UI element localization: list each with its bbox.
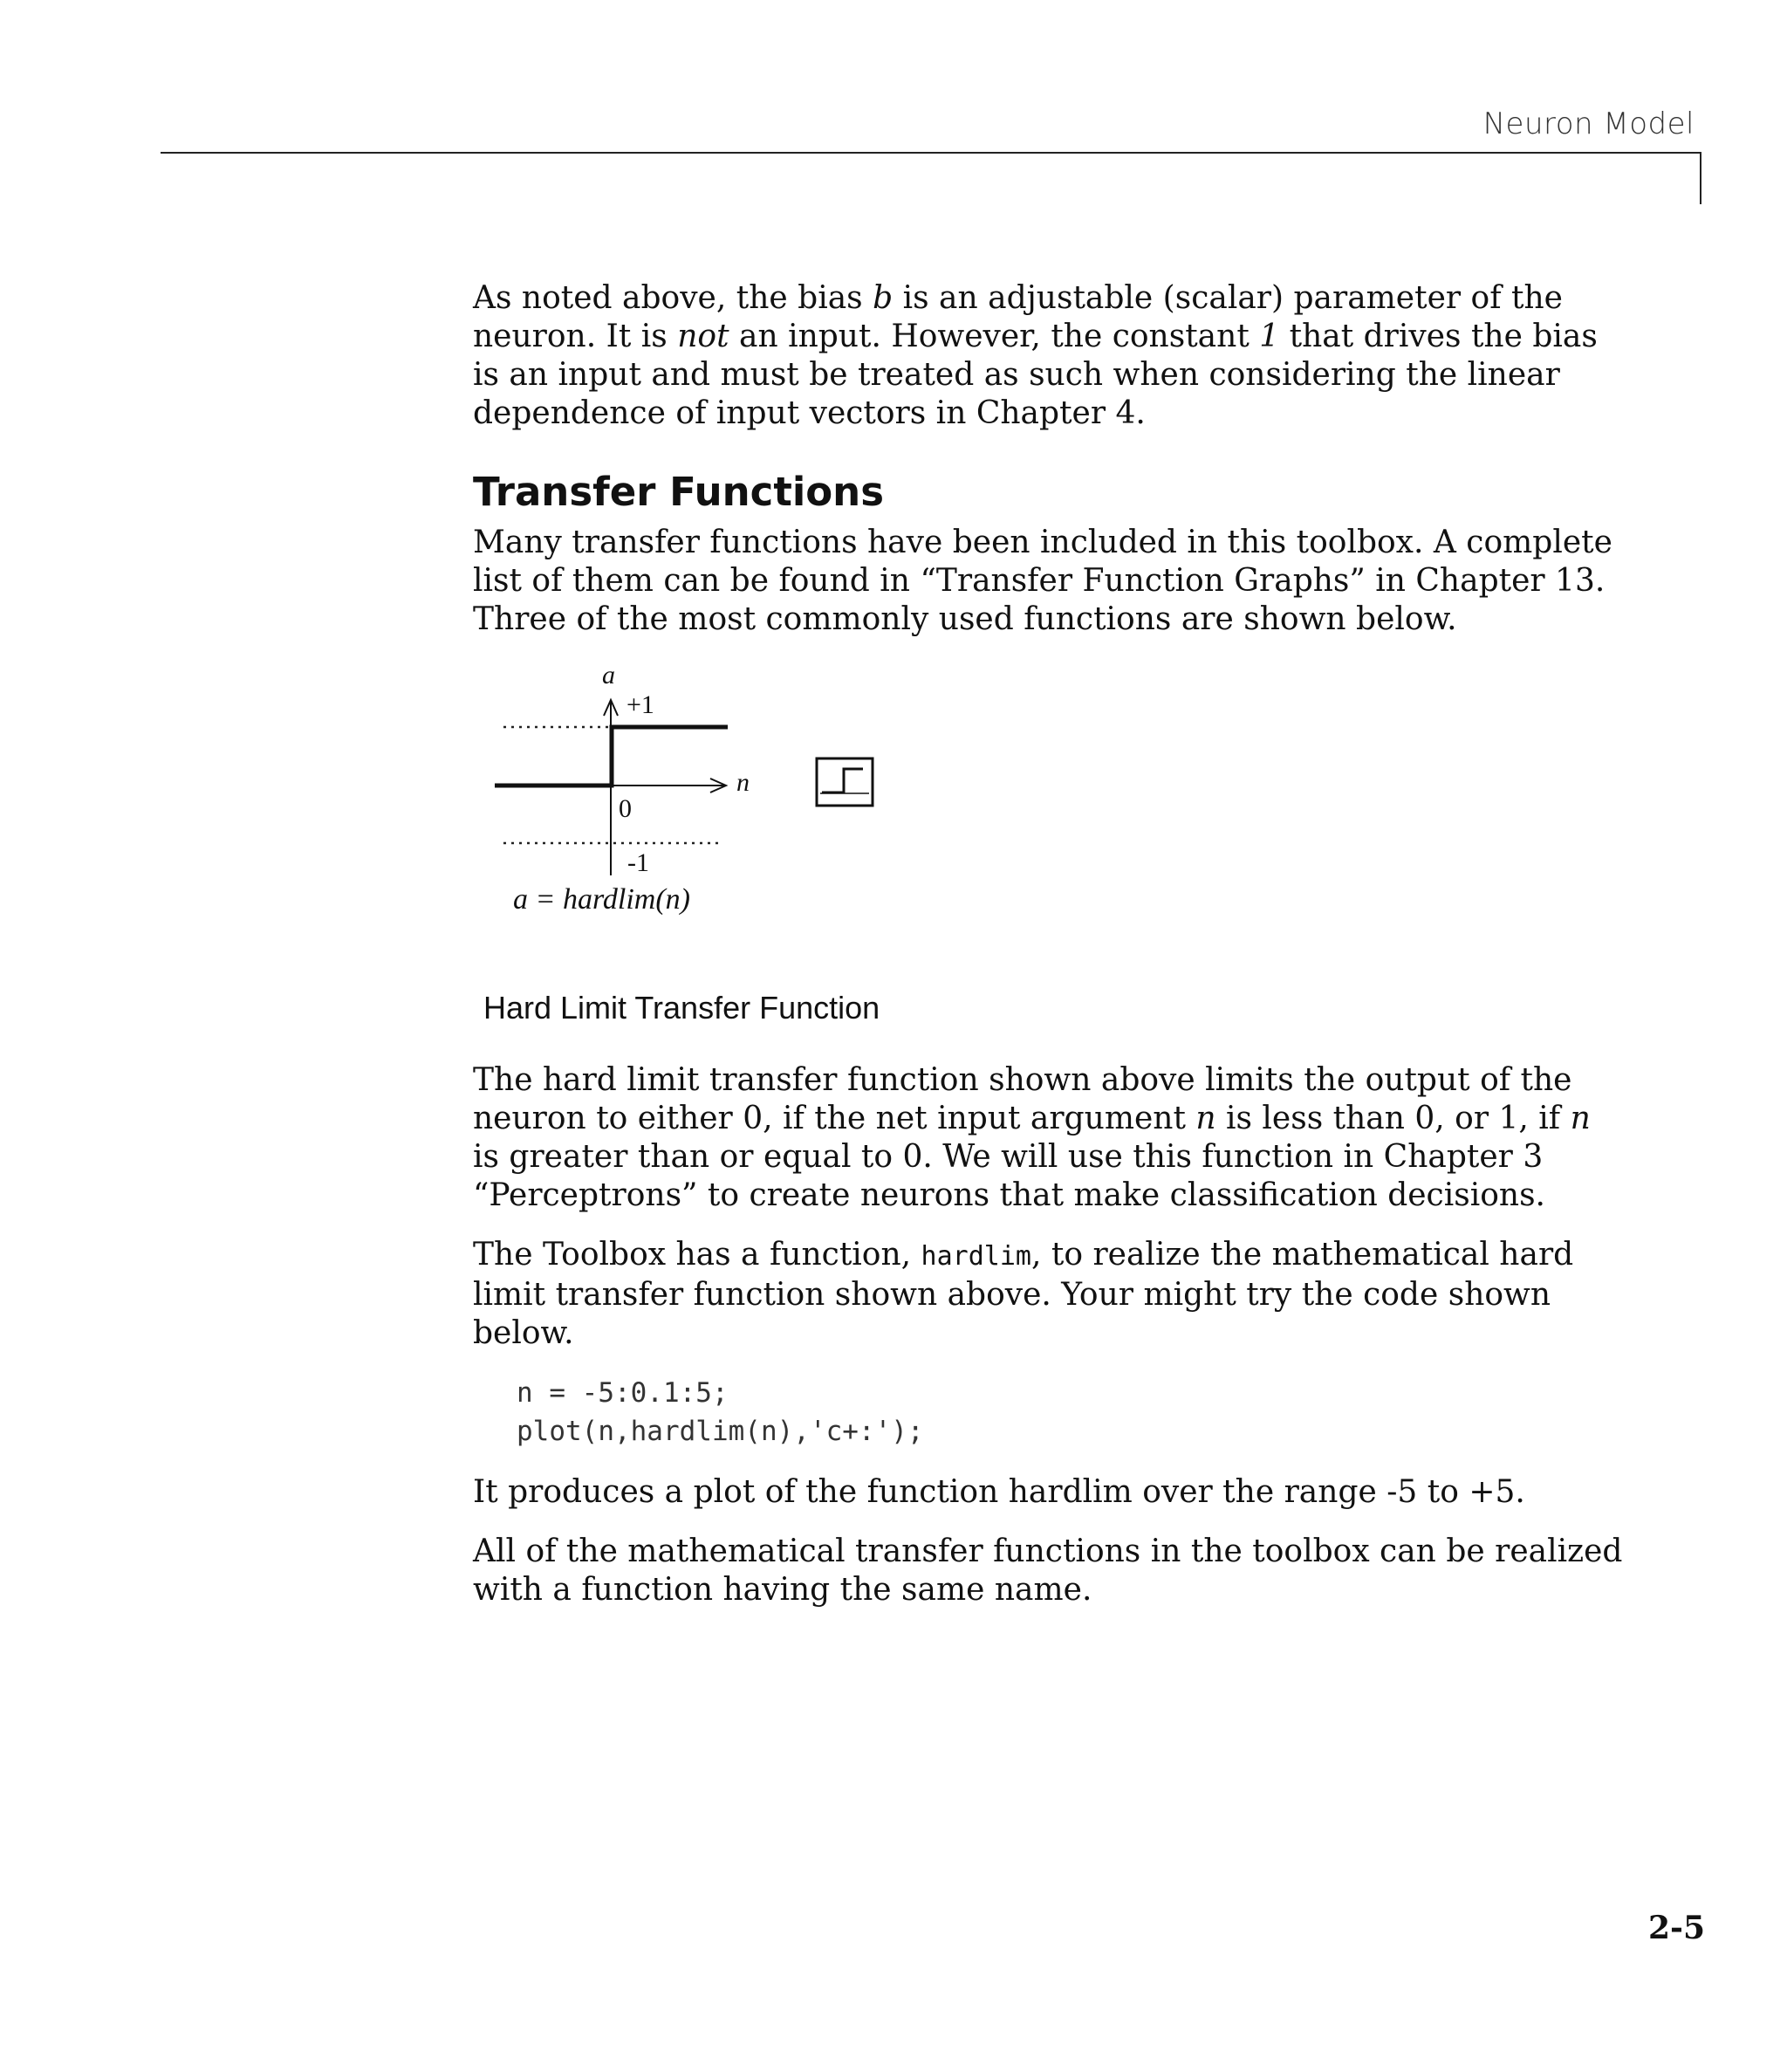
zero-label: 0: [619, 794, 632, 823]
desc-text-2: is less than 0, or 1, if: [1215, 1101, 1571, 1136]
toolbox-text-2: , to realize the mathematical hard limit transfer function shown above. Your might try the code shown below.: [473, 1237, 1574, 1351]
running-head: Neuron Model: [1482, 106, 1695, 141]
header-rule-tick: [1700, 152, 1701, 204]
toolbox-text-1: The Toolbox has a function,: [473, 1237, 921, 1273]
page-content: [473, 279, 1625, 1630]
hardlim-description-paragraph: [473, 1061, 1625, 1215]
intro-text-2: is an adjustable (scalar) parameter of the neuron. It is: [473, 280, 1563, 354]
hardlim-step-curve: [495, 727, 728, 786]
code-line: plot(n,hardlim(n),'c+:');: [517, 1416, 924, 1447]
bias-variable: b: [873, 280, 894, 316]
intro-text-3: an input. However, the constant: [729, 319, 1260, 354]
figure-caption: Hard Limit Transfer Function: [483, 990, 880, 1026]
desc-text-3: is greater than or equal to 0. We will use this function in Chapter 3 “Perceptrons” to create neurons that make classification decisions.: [473, 1139, 1545, 1213]
section-intro-paragraph: Many transfer functions have been included in this toolbox. A complete list of them can be found in “Transfer Function Graphs” in Chapter 13. Three of the most commonly used functions are shown below.: [473, 525, 1612, 637]
plot-description-paragraph: It produces a plot of the function hardlim over the range -5 to +5.: [473, 1474, 1525, 1510]
intro-paragraph: [473, 279, 1625, 433]
code-line: n = -5:0.1:5;: [517, 1377, 729, 1409]
intro-text-1: As noted above, the bias: [473, 280, 873, 316]
toolbox-function-paragraph: [473, 1236, 1625, 1353]
code-example: [517, 1374, 1625, 1451]
not-emphasis: not: [677, 319, 729, 354]
hardlim-inline-code: hardlim: [921, 1241, 1031, 1272]
minus-one-label: -1: [627, 848, 649, 877]
desc-text-1: The hard limit transfer function shown above limits the output of the neuron to either 0, if the net input argument: [473, 1062, 1572, 1136]
page-number: 2-5: [1647, 1910, 1705, 1946]
section-title: Transfer Functions: [473, 469, 885, 515]
header-rule: [161, 152, 1701, 154]
intro-text-4: that drives the bias is an input and must be treated as such when considering the linear dependence of input vectors in Chapter 4.: [473, 319, 1598, 431]
axis-a-label: a: [602, 662, 615, 690]
axis-n-label: n: [736, 768, 750, 797]
hardlim-block-step: [822, 769, 863, 792]
n-variable: n: [1570, 1101, 1591, 1136]
hardlim-equation: a = hardlim(n): [513, 883, 691, 916]
constant-one: 1: [1259, 319, 1280, 354]
closing-paragraph: All of the mathematical transfer functions in the toolbox can be realized with a function having the same name.: [473, 1533, 1623, 1608]
hardlim-figure: [473, 662, 1101, 985]
n-variable: n: [1195, 1101, 1216, 1136]
hardlim-graph: [473, 662, 1101, 985]
plus-one-label: +1: [626, 690, 654, 719]
